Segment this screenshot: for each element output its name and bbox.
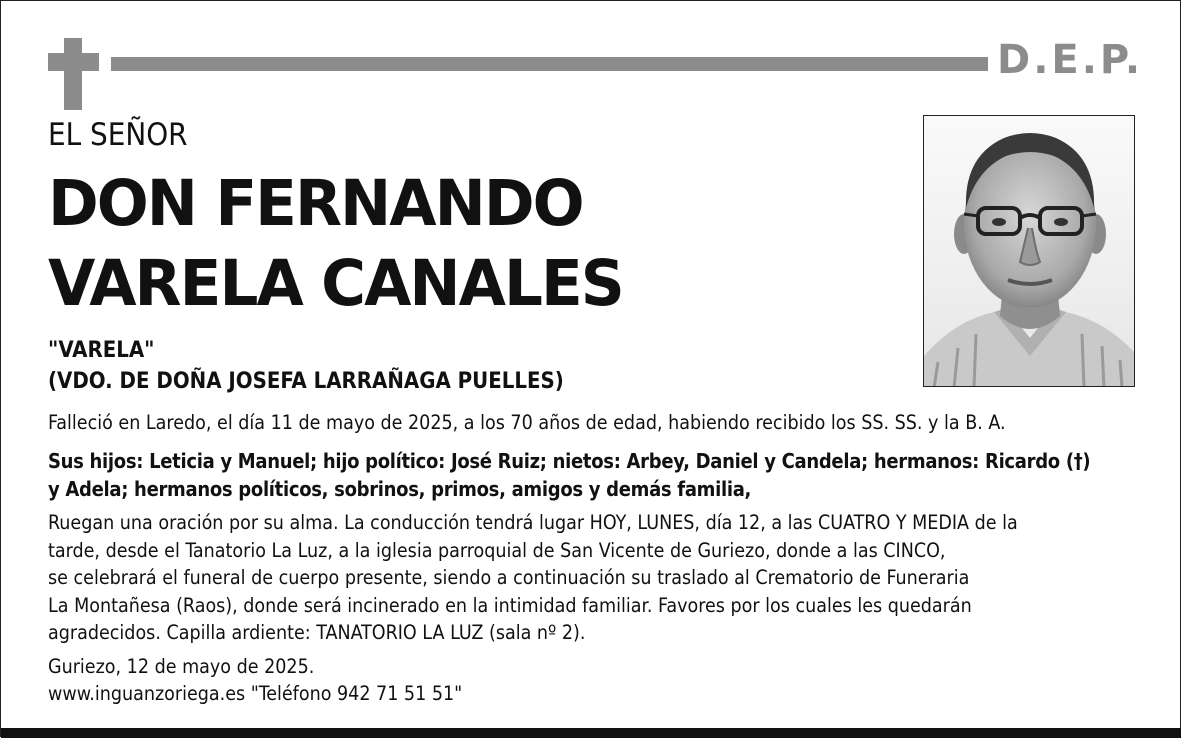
dep-label: D.E.P. (997, 37, 1144, 83)
cross-icon (64, 38, 82, 110)
honorific: EL SEÑOR (48, 117, 188, 153)
family-list (48, 447, 1158, 503)
cross-icon-bar (48, 53, 99, 71)
contact-info: www.inguanzoriega.es "Teléfono 942 71 51 51" (48, 682, 463, 705)
funeral-line: agradecidos. Capilla ardiente: TANATORIO LA LUZ (sala nº 2). (48, 621, 586, 644)
funeral-line: se celebrará el funeral de cuerpo presente, siendo a continuación su traslado al Crematorio de Funeraria (48, 566, 970, 589)
widower-of: (VDO. DE DOÑA JOSEFA LARRAÑAGA PUELLES) (48, 369, 564, 394)
header-rule (111, 57, 988, 71)
funeral-line: tarde, desde el Tanatorio La Luz, a la iglesia parroquial de San Vicente de Guriezo, donde a las CINCO, (48, 538, 946, 562)
funeral-line: Ruegan una oración por su alma. La conducción tendrá lugar HOY, LUNES, día 12, a las CUATRO Y MEDIA de la (48, 511, 1018, 534)
deceased-name-line1: DON FERNANDO (48, 167, 583, 240)
funeral-details (48, 509, 1158, 647)
deceased-name-line2: VARELA CANALES (48, 247, 623, 320)
death-notice-text: Falleció en Laredo, el día 11 de mayo de 2025, a los 70 años de edad, habiendo recibido los SS. SS. y la B. A. (48, 411, 1006, 434)
place-date: Guriezo, 12 de mayo de 2025. (48, 655, 315, 678)
portrait-image (924, 116, 1135, 387)
deceased-alias: "VARELA" (48, 338, 155, 363)
family-line: Sus hijos: Leticia y Manuel; hijo político: José Ruiz; nietos: Arbey, Daniel y Candela; hermanos: Ricardo (†) (48, 449, 1091, 473)
funeral-line: La Montañesa (Raos), donde será incinerado en la intimidad familiar. Favores por los cuales les quedarán (48, 593, 972, 617)
portrait-photo (923, 115, 1135, 387)
signoff (48, 653, 1158, 707)
family-line: y Adela; hermanos políticos, sobrinos, primos, amigos y demás familia, (48, 477, 752, 501)
